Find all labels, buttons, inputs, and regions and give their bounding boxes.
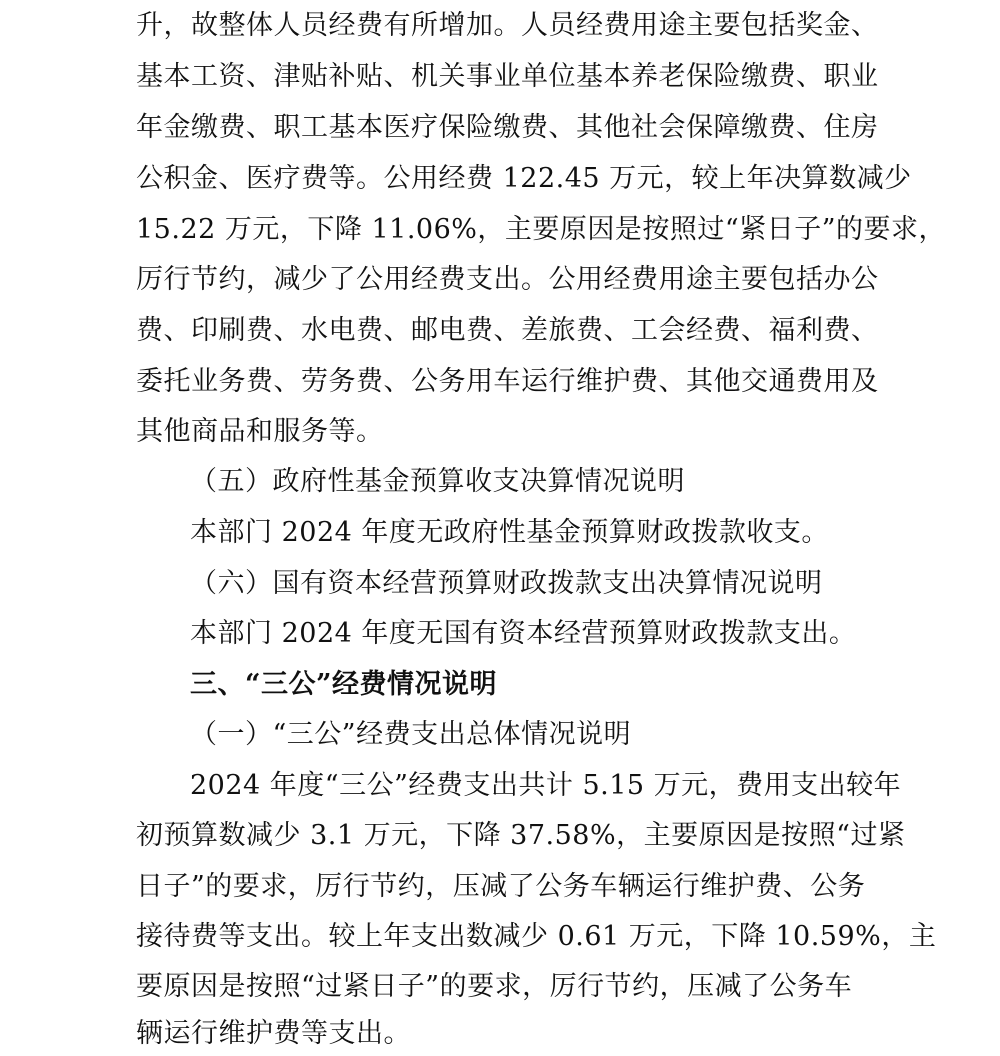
- body-text-line: 年金缴费、职工基本医疗保险缴费、其他社会保障缴费、住房: [136, 112, 879, 143]
- body-text-line: 初预算数减少 3.1 万元，下降 37.58%，主要原因是按照“过紧: [136, 820, 906, 851]
- body-text-line: 费、印刷费、水电费、邮电费、差旅费、工会经费、福利费、: [136, 315, 879, 346]
- body-text-line: 委托业务费、劳务费、公务用车运行维护费、其他交通费用及: [136, 366, 879, 397]
- section-heading-three-public: 三、“三公”经费情况说明: [190, 669, 498, 700]
- body-text-line: 本部门 2024 年度无国有资本经营预算财政拨款支出。: [190, 618, 857, 649]
- body-text-line: 基本工资、津贴补贴、机关事业单位基本养老保险缴费、职业: [136, 61, 879, 92]
- body-text-line: 2024 年度“三公”经费支出共计 5.15 万元，费用支出较年: [190, 770, 902, 801]
- body-text-line: 其他商品和服务等。: [136, 416, 384, 447]
- section-heading-six: （六）国有资本经营预算财政拨款支出决算情况说明: [190, 568, 823, 599]
- body-text-line: 公积金、医疗费等。公用经费 122.45 万元，较上年决算数减少: [136, 163, 912, 194]
- section-heading-five: （五）政府性基金预算收支决算情况说明: [190, 466, 685, 497]
- body-text-line: 升，故整体人员经费有所增加。人员经费用途主要包括奖金、: [136, 10, 879, 41]
- body-text-line: 日子”的要求，厉行节约，压减了公务车辆运行维护费、公务: [136, 871, 866, 902]
- body-text-line: 本部门 2024 年度无政府性基金预算财政拨款收支。: [190, 517, 829, 548]
- body-text-line: 厉行节约，减少了公用经费支出。公用经费用途主要包括办公: [136, 264, 879, 295]
- body-text-line: 要原因是按照“过紧日子”的要求，厉行节约，压减了公务车: [136, 971, 853, 1002]
- body-text-line: 接待费等支出。较上年支出数减少 0.61 万元，下降 10.59%，主: [136, 921, 937, 952]
- body-text-line: 辆运行维护费等支出。: [136, 1018, 411, 1049]
- subsection-heading-one: （一）“三公”经费支出总体情况说明: [190, 719, 632, 750]
- body-text-line: 15.22 万元，下降 11.06%，主要原因是按照过“紧日子”的要求，: [136, 214, 947, 245]
